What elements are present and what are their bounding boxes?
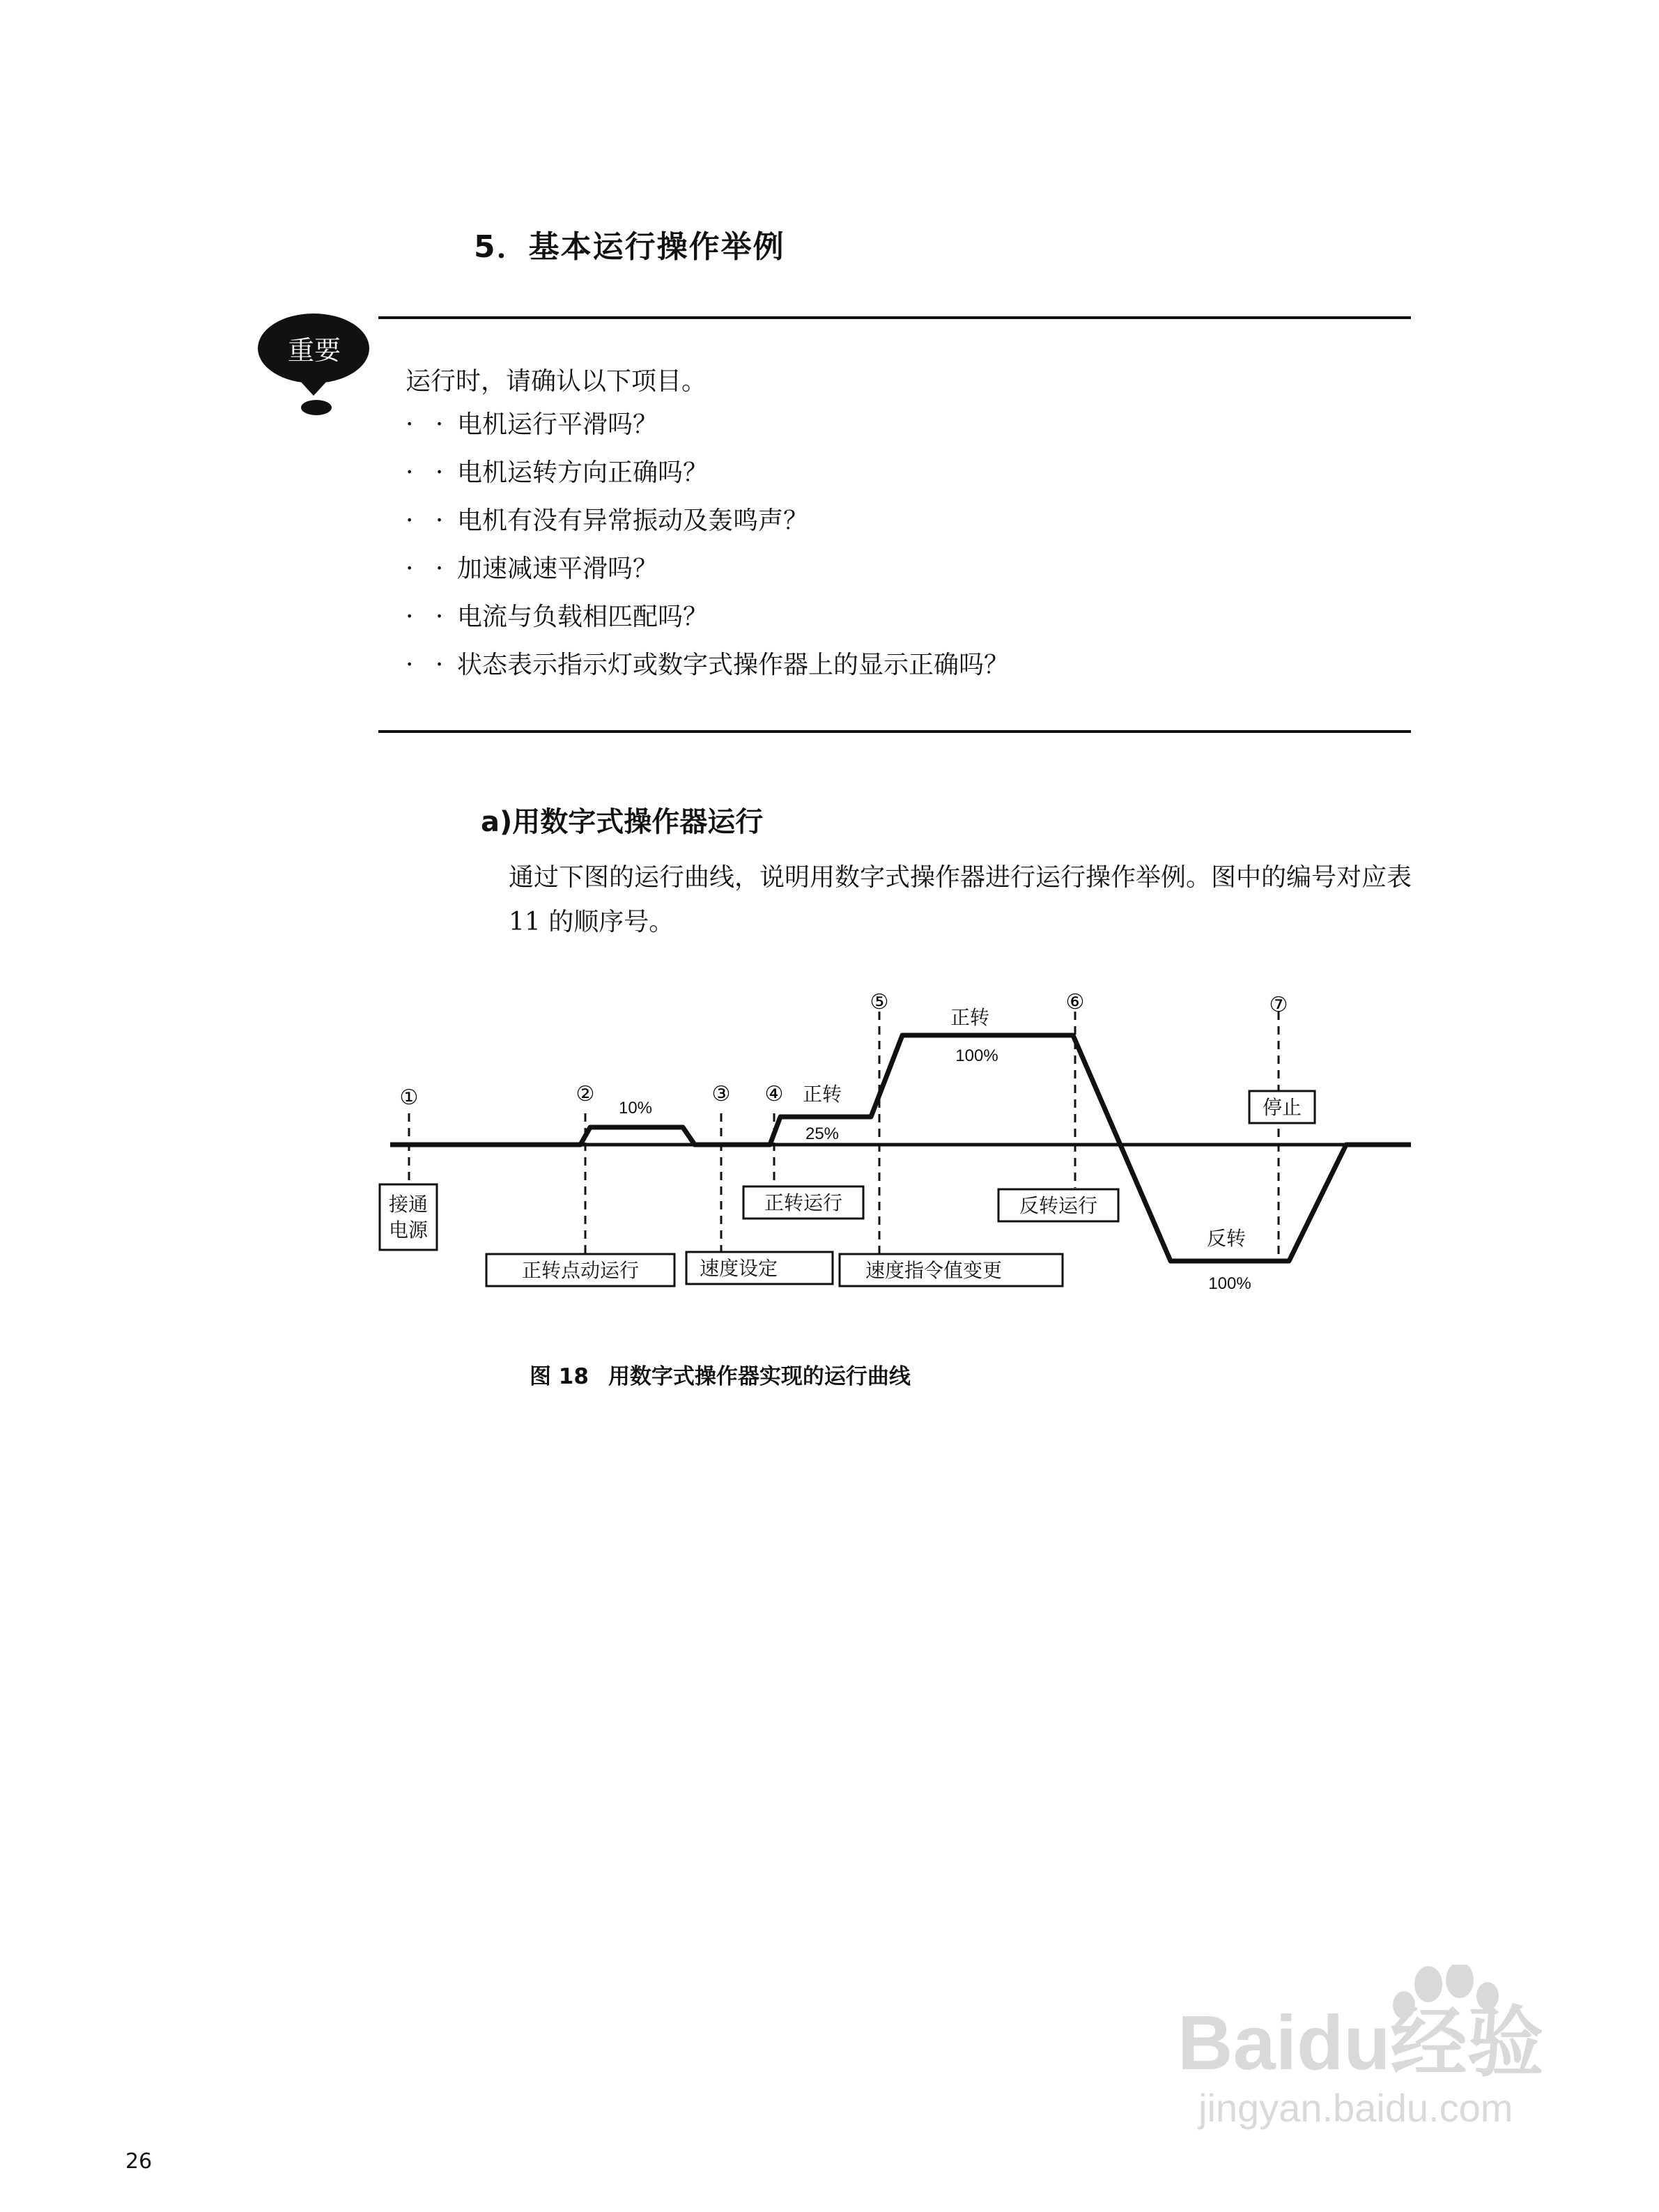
- figure-caption: [530, 1359, 911, 1390]
- label-rev-pct: 100%: [1208, 1274, 1251, 1293]
- watermark-brand: Baidu经验: [1178, 2000, 1544, 2086]
- label-fwd-low-dir: 正转: [802, 1083, 842, 1105]
- fwd-jog-label: 正转点动运行: [521, 1260, 640, 1281]
- bullet: · ·: [406, 410, 451, 439]
- list-item: [406, 648, 1009, 696]
- list-item: [406, 408, 1009, 456]
- figure-number: 图 18: [530, 1364, 589, 1389]
- subsection-heading: a)用数字式操作器运行: [481, 806, 764, 838]
- power-on-line2: 电源: [388, 1219, 429, 1241]
- label-rev-dir: 反转: [1206, 1228, 1247, 1249]
- operation-curve-diagram: [376, 989, 1421, 1310]
- label-fwd-low-pct: 25%: [805, 1124, 840, 1143]
- bullet: · ·: [406, 603, 451, 631]
- bullet: · ·: [406, 506, 451, 535]
- list-item: [406, 552, 1009, 600]
- bullet: · ·: [406, 458, 451, 487]
- list-item: [406, 600, 1009, 648]
- page-number: 26: [125, 2149, 153, 2174]
- fwd-run-label: 正转运行: [764, 1192, 843, 1214]
- list-item-text: 电机有没有异常振动及轰鸣声？: [457, 506, 809, 535]
- bullet: · ·: [406, 555, 451, 583]
- section-title: 5．基本运行操作举例: [474, 229, 785, 265]
- speed-profile-line: [390, 1035, 1411, 1261]
- rev-run-label: 反转运行: [1019, 1195, 1098, 1216]
- watermark-url: jingyan.baidu.com: [1198, 2086, 1513, 2130]
- marker-5: ⑤: [870, 991, 889, 1014]
- check-list: [406, 408, 1009, 696]
- label-jog-pct: 10%: [618, 1099, 653, 1117]
- subsection-paragraph: 通过下图的运行曲线，说明用数字式操作器进行运行操作举例。图中的编号对应表 11 的顺序号。: [509, 863, 1412, 936]
- top-rule: [378, 316, 1411, 319]
- notice-badge-label: 重要: [287, 335, 341, 366]
- marker-4: ④: [764, 1083, 784, 1106]
- list-item: [406, 504, 1009, 552]
- bullet: · ·: [406, 651, 451, 679]
- speed-change-label: 速度指令值变更: [865, 1260, 1003, 1281]
- list-item: [406, 456, 1009, 504]
- marker-3: ③: [711, 1083, 731, 1106]
- baidu-watermark: [1171, 1965, 1596, 2139]
- label-fwd-high-dir: 正转: [950, 1007, 990, 1028]
- marker-2: ②: [576, 1083, 595, 1106]
- notice-intro: 运行时，请确认以下项目。: [406, 367, 707, 396]
- speed-set-label: 速度设定: [699, 1258, 778, 1279]
- label-fwd-high-pct: 100%: [955, 1046, 998, 1065]
- power-on-line1: 接通: [388, 1193, 429, 1215]
- list-item-text: 加速减速平滑吗？: [457, 555, 658, 583]
- list-item-text: 状态表示指示灯或数字式操作器上的显示正确吗？: [457, 651, 1010, 679]
- list-item-text: 电机运转方向正确吗？: [457, 458, 709, 487]
- marker-6: ⑥: [1065, 991, 1085, 1014]
- marker-7: ⑦: [1269, 993, 1288, 1016]
- figure-caption-text: 用数字式操作器实现的运行曲线: [608, 1364, 911, 1389]
- stop-label: 停止: [1262, 1097, 1302, 1118]
- marker-1: ①: [399, 1086, 419, 1109]
- bottom-rule: [378, 730, 1411, 733]
- list-item-text: 电机运行平滑吗？: [457, 410, 658, 439]
- list-item-text: 电流与负载相匹配吗？: [457, 603, 709, 631]
